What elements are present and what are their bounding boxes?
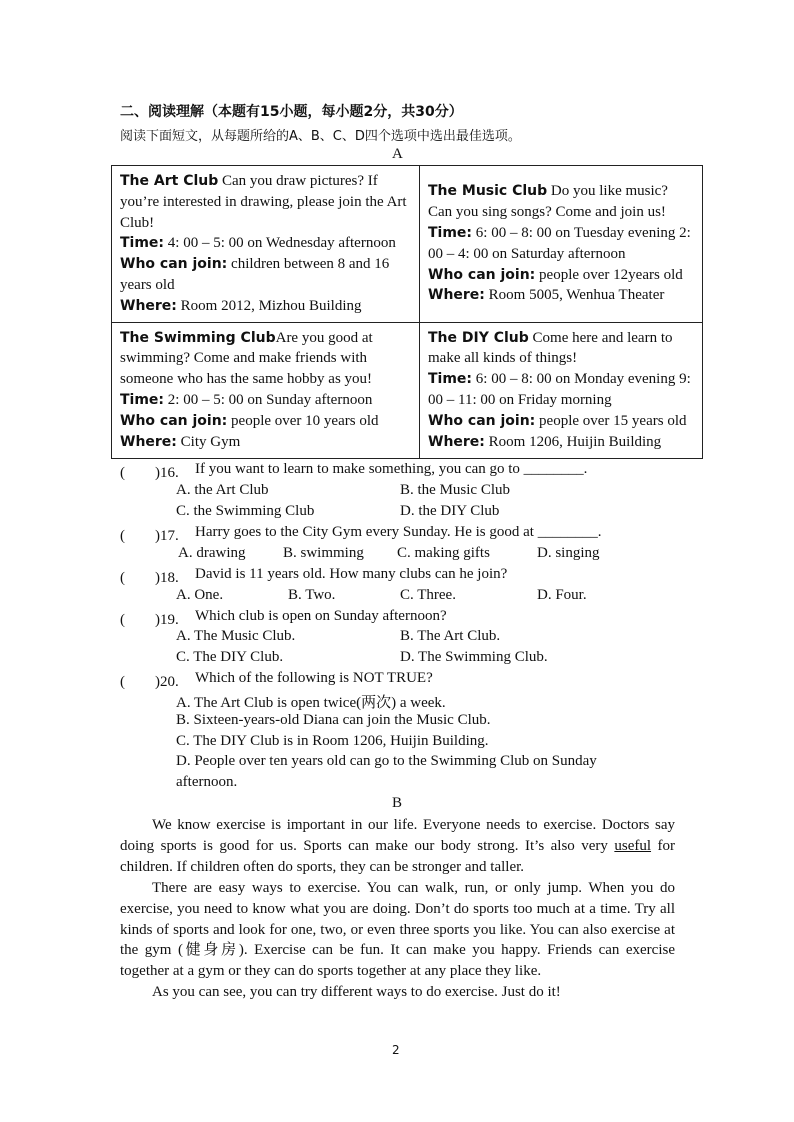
club-intro: Do you like music? Can you sing songs? Come and join us! xyxy=(428,183,668,221)
question-number: ( )20. xyxy=(120,674,179,690)
club-name: The Art Club xyxy=(120,173,219,189)
clubs-table xyxy=(111,165,703,459)
option-b: B. Two. xyxy=(288,587,336,603)
club-where: City Gym xyxy=(176,433,241,450)
option-d-continued: afternoon. xyxy=(176,774,238,790)
club-name: The DIY Club xyxy=(428,329,529,346)
option-c: C. the Swimming Club xyxy=(176,503,315,519)
where-label: Where: xyxy=(428,433,485,450)
underlined-word: useful xyxy=(614,837,652,854)
where-label: Where: xyxy=(120,433,177,450)
club-cell-music xyxy=(420,166,703,323)
option-b: B. swimming xyxy=(283,545,364,561)
option-a: A. One. xyxy=(176,587,224,603)
question-stem: Which club is open on Sunday afternoon? xyxy=(195,608,447,624)
paragraph: As you can see, you can try different ways to do exercise. Just do it! xyxy=(152,984,561,1001)
passage-a-label: A xyxy=(392,146,403,162)
question-stem: Which of the following is NOT TRUE? xyxy=(195,670,433,686)
option-a: A. drawing xyxy=(178,545,246,561)
club-time: 2: 00 – 5: 00 on Sunday afternoon xyxy=(164,392,373,409)
question-number: ( )19. xyxy=(120,612,179,628)
club-cell-swimming xyxy=(112,322,420,458)
where-label: Where: xyxy=(120,297,177,314)
club-name: The Swimming Club xyxy=(120,329,276,346)
option-c: C. The DIY Club is in Room 1206, Huijin Building. xyxy=(176,733,489,749)
option-a: A. the Art Club xyxy=(176,482,269,498)
option-d: D. The Swimming Club. xyxy=(400,649,548,665)
option-d: D. People over ten years old can go to the Swimming Club on Sunday xyxy=(176,753,597,769)
club-time: 4: 00 – 5: 00 on Wednesday afternoon xyxy=(164,235,396,252)
club-time: 6: 00 – 8: 00 on Monday evening 9: 00 – 11: 00 on Friday morning xyxy=(428,371,691,409)
paragraph: There are easy ways to exercise. You can walk, run, or only jump. When you do exercise, you need to know what you are doing. Don’t do sports too much at a time. Try all kinds of sports and look for one, two, or even three sports you like. You can also exercise at the gym (健身房). Exercise can be fun. It can make you happy. Friends can exercise together at a gym or they can do sports together at any place they like. xyxy=(120,879,675,980)
time-label: Time: xyxy=(120,235,165,252)
passage-b-label: B xyxy=(392,795,403,811)
question-stem: David is 11 years old. How many clubs can he join? xyxy=(195,566,508,582)
club-where: Room 1206, Huijin Building xyxy=(484,433,662,450)
option-b: B. the Music Club xyxy=(400,482,511,498)
option-c: C. making gifts xyxy=(397,545,490,561)
instructions: 阅读下面短文，从每题所给的A、B、C、D四个选项中选出最佳选项。 xyxy=(120,129,521,144)
question-stem: If you want to learn to make something, you can go to ________. xyxy=(195,461,588,477)
where-label: Where: xyxy=(428,287,485,304)
club-who: children between 8 and 16 years old xyxy=(120,256,390,293)
question-number: ( )18. xyxy=(120,570,179,586)
section-title: 二、阅读理解（本题有15小题，每小题2分，共30分） xyxy=(120,104,463,120)
question-stem: Harry goes to the City Gym every Sunday. He is good at ________. xyxy=(195,524,602,540)
passage-b-body xyxy=(120,815,675,1003)
time-label: Time: xyxy=(120,392,165,409)
option-d: D. singing xyxy=(537,545,600,561)
option-d: D. Four. xyxy=(537,587,587,603)
who-label: Who can join: xyxy=(428,266,536,283)
club-who: people over 15 years old xyxy=(535,412,687,429)
page-number: 2 xyxy=(392,1043,400,1057)
club-where: Room 5005, Wenhua Theater xyxy=(484,287,665,304)
option-d: D. the DIY Club xyxy=(400,503,500,519)
who-label: Who can join: xyxy=(428,412,536,429)
club-where: Room 2012, Mizhou Building xyxy=(176,297,362,314)
option-c: C. The DIY Club. xyxy=(176,649,284,665)
question-number: ( )17. xyxy=(120,528,179,544)
who-label: Who can join: xyxy=(120,256,228,273)
club-intro: Are you good at swimming? Come and make friends with someone who has the same hobby as you! xyxy=(120,329,373,388)
club-who: people over 10 years old xyxy=(227,412,379,429)
who-label: Who can join: xyxy=(120,412,228,429)
club-intro: Can you draw pictures? If you’re interested in drawing, please join the Art Club! xyxy=(120,173,407,231)
option-a: A. The Music Club. xyxy=(176,628,296,644)
paragraph: We know exercise is important in our life. Everyone needs to exercise. Doctors say doing sports is good for us. Sports can make our body strong. It’s also very useful for children. If children often do sports, they can be stronger and taller. xyxy=(120,817,675,875)
club-who: people over 12years old xyxy=(535,266,683,283)
option-b: B. The Art Club. xyxy=(400,628,501,644)
time-label: Time: xyxy=(428,224,473,241)
club-name: The Music Club xyxy=(428,183,548,200)
club-time: 6: 00 – 8: 00 on Tuesday evening 2: 00 – 4: 00 on Saturday afternoon xyxy=(428,224,691,262)
club-intro: Come here and learn to make all kinds of things! xyxy=(428,329,673,367)
club-cell-diy xyxy=(420,322,703,458)
question-number: ( )16. xyxy=(120,465,179,481)
option-c: C. Three. xyxy=(400,587,456,603)
time-label: Time: xyxy=(428,371,473,388)
option-a: A. The Art Club is open twice(两次) a week. xyxy=(176,695,446,711)
club-cell-art xyxy=(112,166,420,323)
option-b: B. Sixteen-years-old Diana can join the Music Club. xyxy=(176,712,491,728)
